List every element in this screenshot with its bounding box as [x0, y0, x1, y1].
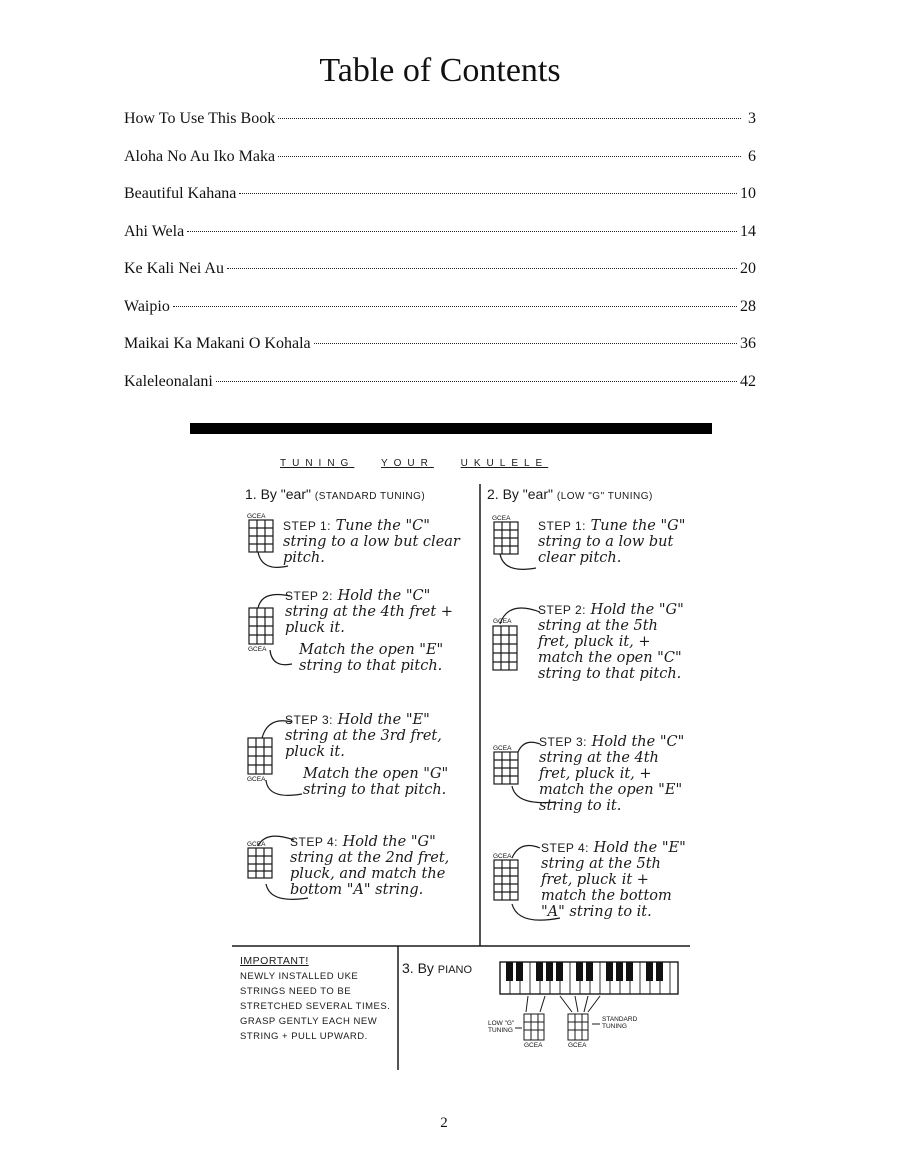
- heading-word: YOUR: [380, 458, 434, 469]
- toc-entry-page: 28: [740, 297, 756, 315]
- col1-step-3: [285, 712, 467, 798]
- toc-entry[interactable]: [124, 148, 756, 186]
- toc-entry-page: 6: [748, 147, 756, 165]
- col1-step-4: [290, 834, 466, 898]
- string-label: GCEA: [248, 646, 267, 653]
- page-number: 2: [440, 1115, 448, 1131]
- toc-entry-title: Ke Kali Nei Au: [124, 260, 224, 277]
- dot-leader: [187, 231, 737, 232]
- toc-entry-title: How To Use This Book: [124, 110, 276, 127]
- toc-entry-page: 20: [740, 260, 756, 277]
- step-text: Hold the "E" string at the 5th fret, pluck it + match the bottom "A" string to it.: [541, 840, 686, 920]
- string-label: GCEA: [247, 513, 266, 520]
- piano-keyboard-icon: [500, 962, 678, 994]
- col1-subtitle: (STANDARD TUNING): [314, 491, 426, 502]
- string-label: GCEA: [568, 1042, 587, 1049]
- piano-title: 3. By: [402, 960, 434, 976]
- toc-entry[interactable]: [124, 223, 756, 261]
- standard-tuning-label: STANDARD TUNING: [602, 1016, 638, 1030]
- col2-step-4: [541, 840, 689, 920]
- dot-leader: [227, 268, 737, 269]
- col1-title: 1. By "ear": [245, 486, 311, 502]
- table-of-contents: [124, 110, 756, 410]
- toc-entry[interactable]: [124, 373, 756, 411]
- toc-entry-title: Maikai Ka Makani O Kohala: [124, 335, 311, 352]
- toc-entry-page: 10: [740, 185, 756, 202]
- by-piano-header: [402, 960, 472, 976]
- col1-step-1: [283, 518, 468, 566]
- toc-entry[interactable]: [124, 298, 756, 336]
- tuning-heading: [280, 458, 566, 469]
- step-text: Hold the "E" string at the 3rd fret, pluck it.: [285, 712, 442, 760]
- dot-leader: [239, 193, 737, 194]
- dot-leader: [216, 381, 737, 382]
- important-note: [240, 954, 400, 1044]
- step-text: Tune the "G" string to a low but clear pitch.: [538, 518, 686, 566]
- toc-entry-title: Beautiful Kahana: [124, 185, 237, 202]
- toc-entry-title: Waipio: [124, 297, 170, 315]
- col1-header: [245, 486, 425, 502]
- toc-entry-title: Aloha No Au Iko Maka: [124, 147, 276, 165]
- string-label: GCEA: [493, 853, 512, 860]
- step-label: STEP 1:: [283, 519, 331, 533]
- toc-entry-title: Ahi Wela: [124, 222, 185, 240]
- toc-entry-title: Kaleleonalani: [124, 372, 213, 390]
- step-text: Match the open "G" string to that pitch.: [303, 766, 449, 798]
- col2-step-1: [538, 518, 688, 566]
- string-label: GCEA: [493, 745, 512, 752]
- dot-leader: [173, 306, 737, 307]
- step-label: STEP 2:: [285, 589, 333, 603]
- dot-leader: [314, 343, 737, 344]
- step-text: Match the open "E" string to that pitch.: [299, 642, 444, 674]
- step-text: Tune the "C" string to a low but clear pitch.: [283, 518, 460, 566]
- string-label: GCEA: [492, 515, 511, 522]
- step-label: STEP 2:: [538, 603, 586, 617]
- col2-step-3: [539, 734, 689, 814]
- step-label: STEP 4:: [541, 841, 589, 855]
- col2-subtitle: (LOW "G" TUNING): [556, 491, 653, 502]
- piano-subtitle: PIANO: [437, 964, 473, 976]
- toc-entry-page: 42: [740, 372, 756, 390]
- dot-leader: [278, 118, 741, 119]
- toc-entry[interactable]: [124, 260, 756, 298]
- toc-entry-page: 3: [748, 110, 756, 127]
- col1-step-2: [285, 588, 465, 674]
- string-label: GCEA: [247, 776, 266, 783]
- step-label: STEP 3:: [539, 735, 587, 749]
- step-text: Hold the "C" string at the 4th fret + pluck it.: [285, 588, 453, 636]
- toc-entry[interactable]: [124, 335, 756, 373]
- low-g-tuning-label: LOW "G" TUNING: [488, 1020, 515, 1034]
- step-text: Hold the "G" string at the 5th fret, pluck it, + match the open "C" string to that pitch.: [538, 602, 684, 682]
- step-text: Hold the "G" string at the 2nd fret, pluck, and match the bottom "A" string.: [290, 834, 450, 898]
- col2-header: [487, 486, 653, 502]
- toc-entry[interactable]: [124, 185, 756, 223]
- chord-grid-icon: [515, 996, 600, 1040]
- string-label: GCEA: [524, 1042, 543, 1049]
- important-text: NEWLY INSTALLED UKE STRINGS NEED TO BE STRETCHED SEVERAL TIMES. GRASP GENTLY EACH NEW STRING + PULL UPWARD.: [240, 971, 391, 1042]
- step-text: Hold the "C" string at the 4th fret, pluck it, + match the open "E" string to it.: [539, 734, 685, 814]
- step-label: STEP 1:: [538, 519, 586, 533]
- string-label: GCEA: [493, 618, 512, 625]
- col2-title: 2. By "ear": [487, 486, 553, 502]
- toc-entry[interactable]: [124, 110, 756, 148]
- chord-grid-icon: [494, 522, 536, 569]
- col2-step-2: [538, 602, 688, 682]
- step-label: STEP 4:: [290, 835, 338, 849]
- heading-word: UKULELE: [460, 458, 549, 469]
- toc-entry-page: 36: [740, 335, 756, 352]
- dot-leader: [278, 156, 741, 157]
- string-label: GCEA: [247, 841, 266, 848]
- section-divider-bar: [190, 423, 712, 434]
- heading-word: TUNING: [280, 458, 355, 469]
- toc-entry-page: 14: [740, 222, 756, 240]
- page-title: Table of Contents: [319, 52, 561, 89]
- important-title: IMPORTANT!: [240, 955, 309, 967]
- step-label: STEP 3:: [285, 713, 333, 727]
